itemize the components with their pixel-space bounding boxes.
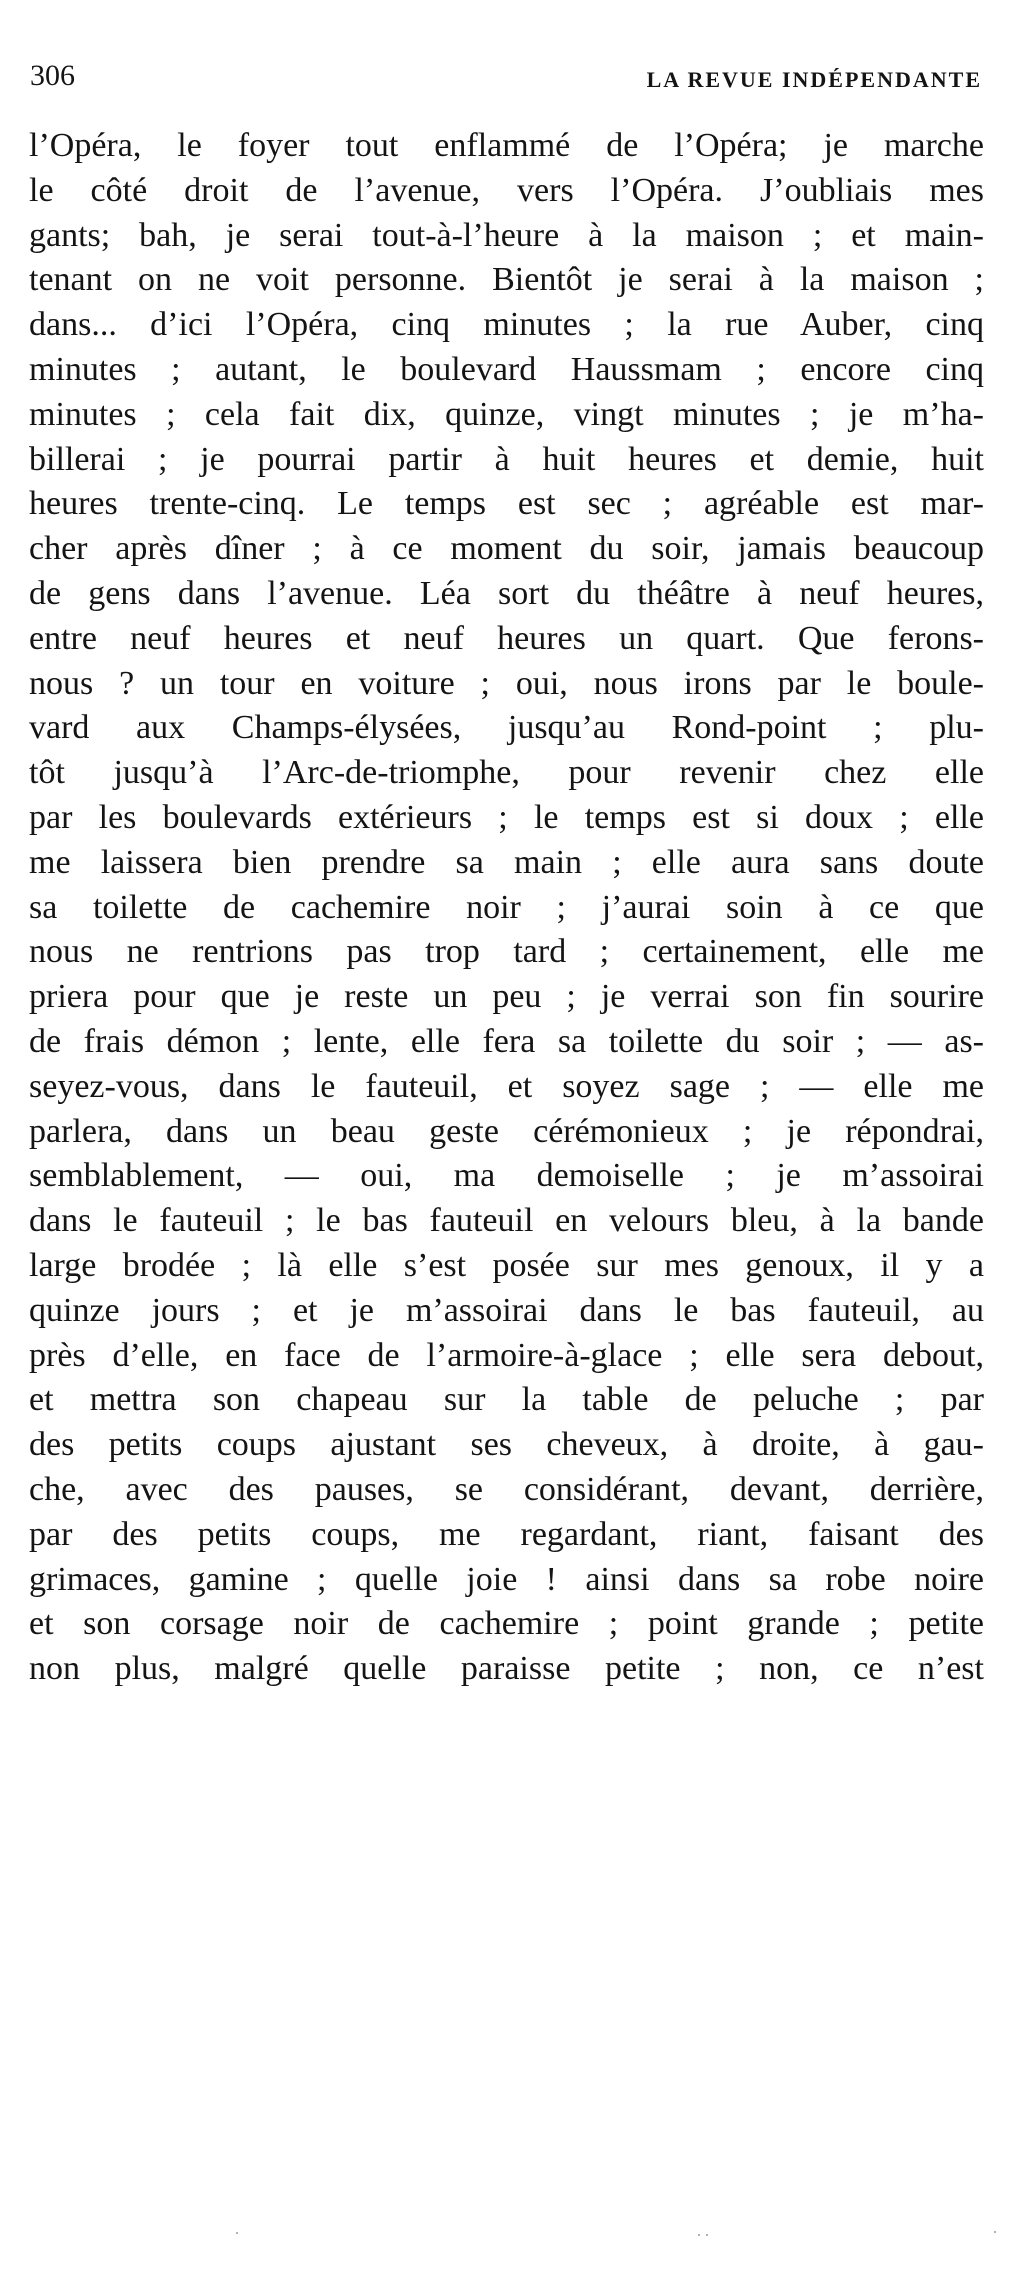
- text-line: large brodée ; là elle s’est posée sur mes genoux, il y a: [29, 1246, 984, 1284]
- body-text: [29, 124, 984, 1692]
- text-line: près d’elle, en face de l’armoire-à-glace ; elle sera debout,: [29, 1336, 984, 1374]
- scan-specks: [0, 2230, 1032, 2240]
- text-line: le côté droit de l’avenue, vers l’Opéra. J’oubliais mes: [29, 171, 984, 209]
- text-line: entre neuf heures et neuf heures un quart. Que ferons-: [29, 619, 984, 657]
- text-line: nous ? un tour en voiture ; oui, nous irons par le boule-: [29, 664, 984, 702]
- text-line: et mettra son chapeau sur la table de peluche ; par: [29, 1381, 984, 1419]
- text-line: des petits coups ajustant ses cheveux, à droite, à gau-: [29, 1426, 984, 1464]
- scan-speck: [698, 2234, 700, 2236]
- text-line: cher après dîner ; à ce moment du soir, jamais beaucoup: [29, 530, 984, 568]
- text-line: heures trente-cinq. Le temps est sec ; agréable est mar-: [29, 485, 984, 523]
- text-line: de gens dans l’avenue. Léa sort du théâtre à neuf heures,: [29, 574, 984, 612]
- running-head: LA REVUE INDÉPENDANTE: [646, 67, 982, 92]
- scan-speck: [994, 2231, 996, 2233]
- text-line: me laissera bien prendre sa main ; elle aura sans doute: [29, 843, 984, 881]
- text-line: nous ne rentrions pas trop tard ; certainement, elle me: [29, 933, 984, 971]
- text-line: sa toilette de cachemire noir ; j’aurai soin à ce que: [29, 888, 984, 926]
- text-line: gants; bah, je serai tout-à-l’heure à la maison ; et main-: [29, 216, 984, 254]
- text-line: minutes ; cela fait dix, quinze, vingt minutes ; je m’ha-: [29, 395, 984, 433]
- text-line: priera pour que je reste un peu ; je verrai son fin sourire: [29, 978, 984, 1016]
- page-header: [30, 56, 982, 96]
- text-line: par des petits coups, me regardant, riant, faisant des: [29, 1515, 984, 1553]
- text-line: quinze jours ; et je m’assoirai dans le bas fauteuil, au: [29, 1291, 984, 1329]
- text-line: non plus, malgré quelle paraisse petite ; non, ce n’est: [29, 1650, 984, 1688]
- text-line: billerai ; je pourrai partir à huit heures et demie, huit: [29, 440, 984, 478]
- text-line: grimaces, gamine ; quelle joie ! ainsi dans sa robe noire: [29, 1560, 984, 1598]
- page-number: 306: [30, 59, 75, 92]
- scan-speck: [236, 2232, 238, 2234]
- text-line: semblablement, — oui, ma demoiselle ; je m’assoirai: [29, 1157, 984, 1195]
- text-line: seyez-vous, dans le fauteuil, et soyez sage ; — elle me: [29, 1067, 984, 1105]
- text-line: dans... d’ici l’Opéra, cinq minutes ; la rue Auber, cinq: [29, 306, 984, 344]
- text-line: et son corsage noir de cachemire ; point grande ; petite: [29, 1605, 984, 1643]
- text-line: tôt jusqu’à l’Arc-de-triomphe, pour revenir chez elle: [29, 754, 984, 792]
- text-line: par les boulevards extérieurs ; le temps est si doux ; elle: [29, 798, 984, 836]
- text-line: dans le fauteuil ; le bas fauteuil en velours bleu, à la bande: [29, 1202, 984, 1240]
- text-line: parlera, dans un beau geste cérémonieux ; je répondrai,: [29, 1112, 984, 1150]
- text-line: che, avec des pauses, se considérant, devant, derrière,: [29, 1470, 984, 1508]
- text-line: l’Opéra, le foyer tout enflammé de l’Opéra; je marche: [29, 127, 984, 164]
- scan-speck: [706, 2234, 708, 2236]
- text-line: tenant on ne voit personne. Bientôt je serai à la maison ;: [29, 261, 984, 299]
- text-line: de frais démon ; lente, elle fera sa toilette du soir ; — as-: [29, 1022, 984, 1060]
- text-line: vard aux Champs-élysées, jusqu’au Rond-point ; plu-: [29, 709, 984, 747]
- text-line: minutes ; autant, le boulevard Haussmam ; encore cinq: [29, 350, 984, 388]
